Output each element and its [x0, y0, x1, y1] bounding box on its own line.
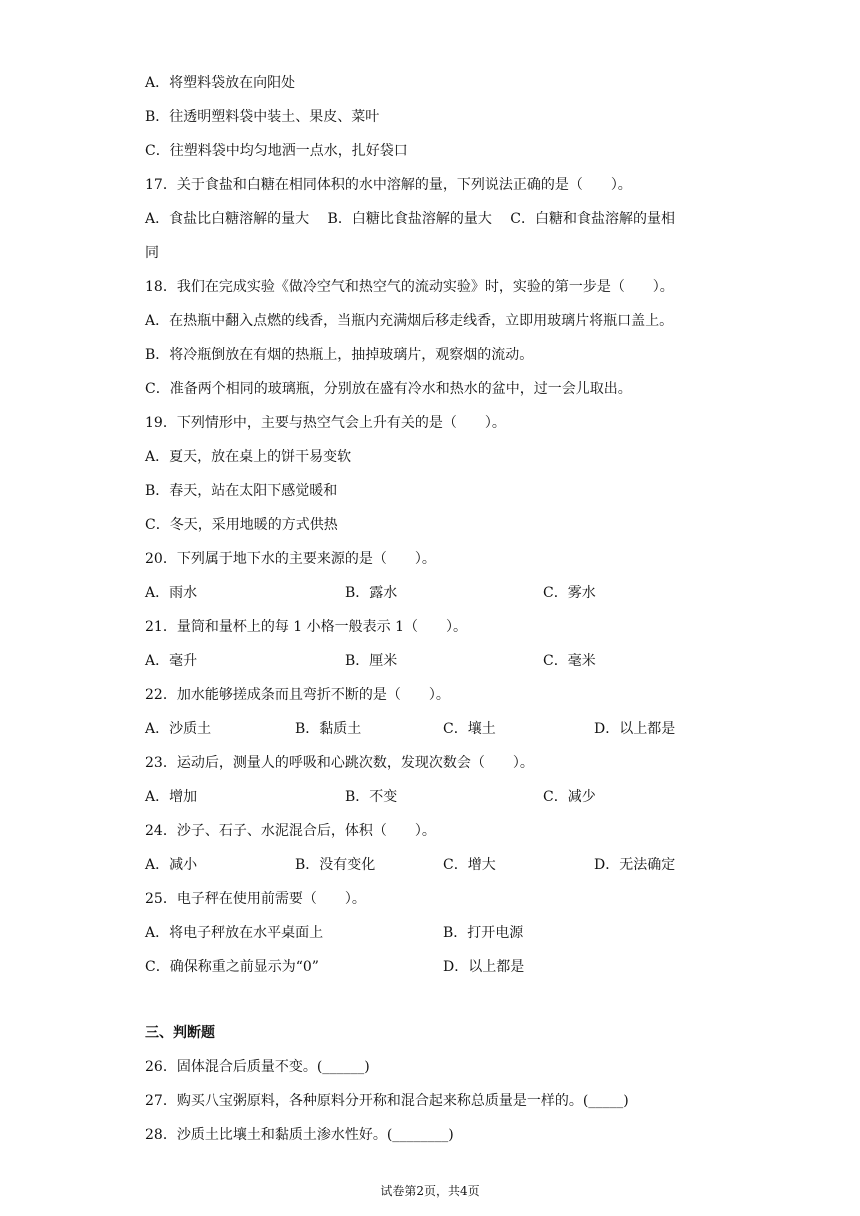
question-18: 18．我们在完成实验《做冷空气和热空气的流动实验》时，实验的第一步是（ ）。: [145, 279, 674, 295]
q21-option-a: A．毫升: [145, 653, 198, 669]
question-21: 21．量筒和量杯上的每 1 小格一般表示 1（ ）。: [145, 619, 467, 635]
q20-option-c: C．雾水: [543, 585, 596, 601]
q19-option-c: C．冬天，采用地暖的方式供热: [145, 517, 338, 533]
q24-option-c: C．增大: [443, 857, 496, 873]
q17-options: A．食盐比白糖溶解的量大 B．白糖比食盐溶解的量大 C．白糖和食盐溶解的量相: [145, 211, 676, 227]
q18-option-b: B．将冷瓶倒放在有烟的热瓶上，抽掉玻璃片，观察烟的流动。: [145, 347, 534, 363]
q22-option-b: B．黏质土: [295, 721, 362, 737]
question-22: 22．加水能够搓成条而且弯折不断的是（ ）。: [145, 687, 450, 703]
q24-option-a: A．减小: [145, 857, 198, 873]
q23-option-b: B．不变: [345, 789, 398, 805]
q24-option-d: D．无法确定: [594, 857, 676, 873]
q19-option-a: A．夏天，放在桌上的饼干易变软: [145, 449, 352, 465]
q20-option-a: A．雨水: [145, 585, 198, 601]
q24-option-b: B．没有变化: [295, 857, 376, 873]
question-20: 20．下列属于地下水的主要来源的是（ ）。: [145, 551, 436, 567]
q20-option-b: B．露水: [345, 585, 398, 601]
question-25: 25．电子秤在使用前需要（ ）。: [145, 891, 366, 907]
section-heading-judgment: 三、判断题: [145, 1025, 215, 1041]
q22-option-d: D．以上都是: [594, 721, 676, 737]
q16-option-b: B．往透明塑料袋中装土、果皮、菜叶: [145, 109, 380, 125]
q25-option-a: A．将电子秤放在水平桌面上: [145, 925, 324, 941]
question-26: 26．固体混合后质量不变。(______): [145, 1059, 370, 1075]
q23-option-c: C．减少: [543, 789, 596, 805]
q22-option-a: A．沙质土: [145, 721, 212, 737]
q22-option-c: C．壤土: [443, 721, 496, 737]
q25-option-d: D．以上都是: [443, 959, 525, 975]
q21-option-c: C．毫米: [543, 653, 596, 669]
q16-option-c: C．往塑料袋中均匀地洒一点水，扎好袋口: [145, 143, 408, 159]
q21-option-b: B．厘米: [345, 653, 398, 669]
q16-option-a: A．将塑料袋放在向阳处: [145, 75, 296, 91]
q23-option-a: A．增加: [145, 789, 198, 805]
question-27: 27．购买八宝粥原料，各种原料分开称和混合起来称总质量是一样的。(_____): [145, 1093, 629, 1109]
q25-option-b: B．打开电源: [443, 925, 524, 941]
question-28: 28．沙质土比壤土和黏质土渗水性好。(________): [145, 1127, 454, 1143]
q18-option-c: C．准备两个相同的玻璃瓶，分别放在盛有冷水和热水的盆中，过一会儿取出。: [145, 381, 632, 397]
question-24: 24．沙子、石子、水泥混合后，体积（ ）。: [145, 823, 436, 839]
question-17: 17．关于食盐和白糖在相同体积的水中溶解的量，下列说法正确的是（ ）。: [145, 177, 632, 193]
q19-option-b: B．春天，站在太阳下感觉暖和: [145, 483, 338, 499]
page-footer: 试卷第2页，共4页: [380, 1184, 480, 1198]
q18-option-a: A．在热瓶中翻入点燃的线香，当瓶内充满烟后移走线香，立即用玻璃片将瓶口盖上。: [145, 313, 674, 329]
q17-options-continued: 同: [145, 245, 159, 261]
q25-option-c: C．确保称重之前显示为“0”: [145, 959, 319, 975]
question-19: 19．下列情形中，主要与热空气会上升有关的是（ ）。: [145, 415, 506, 431]
question-23: 23．运动后，测量人的呼吸和心跳次数，发现次数会（ ）。: [145, 755, 534, 771]
